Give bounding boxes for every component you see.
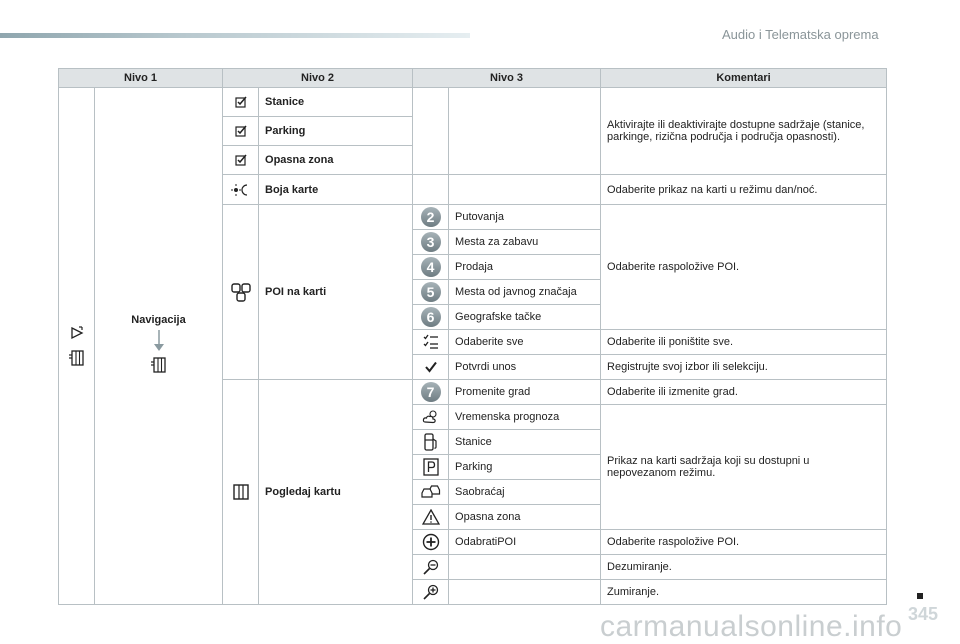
checkbox-icon-stanice bbox=[223, 88, 259, 117]
saobracaj-label: Saobraćaj bbox=[449, 480, 601, 505]
menu-table bbox=[58, 68, 887, 605]
boja-karte-label: Boja karte bbox=[259, 175, 413, 205]
number-badge: 4 bbox=[413, 255, 449, 280]
vremenska-prognoza-label: Vremenska prognoza bbox=[449, 405, 601, 430]
header-accent-bar bbox=[0, 33, 470, 38]
parking-label: Parking bbox=[449, 455, 601, 480]
stanice-label: Stanice bbox=[449, 430, 601, 455]
page-number: 345 bbox=[908, 604, 939, 624]
poi-item-geografske-tacke: Geografske tačke bbox=[449, 305, 601, 330]
weather-icon bbox=[413, 405, 449, 430]
empty-cell bbox=[449, 88, 601, 175]
number-badge: 3 bbox=[413, 230, 449, 255]
navigation-arrow-icon bbox=[65, 325, 88, 341]
comment-zumiranje: Zumiranje. bbox=[601, 580, 887, 605]
potvrdi-unos-label: Potvrdi unos bbox=[449, 355, 601, 380]
comment-odabrati-poi: Odaberite raspoložive POI. bbox=[601, 530, 887, 555]
promenite-grad-label: Promenite grad bbox=[449, 380, 601, 405]
odabrati-poi-label: OdabratiPOI bbox=[449, 530, 601, 555]
comment-layers: Aktivirajte ili deaktivirajte dostupne sadržaje (stanice, parkinge, rizična područja i područja opasnosti). bbox=[601, 88, 887, 175]
checkbox-icon-opasna-zona bbox=[223, 146, 259, 175]
fuel-station-icon bbox=[413, 430, 449, 455]
zoom-out-icon bbox=[413, 555, 449, 580]
day-night-icon bbox=[223, 175, 259, 205]
level2-navigacija-cell bbox=[95, 88, 223, 605]
odaberite-sve-label: Odaberite sve bbox=[449, 330, 601, 355]
poi-item-putovanja: Putovanja bbox=[449, 205, 601, 230]
poi-item-prodaja: Prodaja bbox=[449, 255, 601, 280]
checkbox-icon-parking bbox=[223, 117, 259, 146]
page-marker bbox=[917, 593, 923, 599]
poi-item-mesta-od-javnog-znacaja: Mesta od javnog značaja bbox=[449, 280, 601, 305]
comment-offline: Prikaz na karti sadržaja koji su dostupni u nepovezanom režimu. bbox=[601, 405, 887, 530]
empty-cell bbox=[449, 580, 601, 605]
opasna-zona-label: Opasna zona bbox=[259, 146, 413, 175]
table-row bbox=[59, 88, 887, 117]
comment-dezumiranje: Dezumiranje. bbox=[601, 555, 887, 580]
map-view-icon bbox=[223, 380, 259, 605]
comment-grad: Odaberite ili izmenite grad. bbox=[601, 380, 887, 405]
navigacija-label: Navigacija bbox=[131, 314, 186, 326]
number-badge: 7 bbox=[413, 380, 449, 405]
map-menu-icon bbox=[150, 356, 168, 374]
level1-icons-cell bbox=[59, 88, 95, 605]
traffic-icon bbox=[413, 480, 449, 505]
zoom-in-icon bbox=[413, 580, 449, 605]
poi-icon bbox=[223, 205, 259, 380]
empty-cell bbox=[449, 175, 601, 205]
watermark: carmanualsonline.info bbox=[600, 610, 903, 643]
number-badge: 6 bbox=[413, 305, 449, 330]
checkmark-icon bbox=[413, 355, 449, 380]
comment-potvrdi: Registrujte svoj izbor ili selekciju. bbox=[601, 355, 887, 380]
number-badge: 5 bbox=[413, 280, 449, 305]
poi-item-mesta-za-zabavu: Mesta za zabavu bbox=[449, 230, 601, 255]
select-all-icon bbox=[413, 330, 449, 355]
parking-icon bbox=[413, 455, 449, 480]
header-nivo-3: Nivo 3 bbox=[413, 69, 601, 88]
comment-odaberite-sve: Odaberite ili poništite sve. bbox=[601, 330, 887, 355]
header-nivo-1: Nivo 1 bbox=[59, 69, 223, 88]
add-poi-icon bbox=[413, 530, 449, 555]
table-header-row bbox=[59, 69, 887, 88]
comment-boja: Odaberite prikaz na karti u režimu dan/noć. bbox=[601, 175, 887, 205]
comment-poi: Odaberite raspoložive POI. bbox=[601, 205, 887, 330]
map-menu-icon bbox=[65, 349, 88, 367]
empty-cell bbox=[413, 175, 449, 205]
header-komentari: Komentari bbox=[601, 69, 887, 88]
header-nivo-2: Nivo 2 bbox=[223, 69, 413, 88]
parking-label: Parking bbox=[259, 117, 413, 146]
opasna-zona-label: Opasna zona bbox=[449, 505, 601, 530]
number-badge: 2 bbox=[413, 205, 449, 230]
stanice-label: Stanice bbox=[259, 88, 413, 117]
empty-cell bbox=[413, 88, 449, 175]
poi-na-karti-label: POI na karti bbox=[259, 205, 413, 380]
empty-cell bbox=[449, 555, 601, 580]
section-title: Audio i Telematska oprema bbox=[722, 27, 879, 42]
arrow-down-icon bbox=[153, 330, 165, 352]
pogledaj-kartu-label: Pogledaj kartu bbox=[259, 380, 413, 605]
warning-icon bbox=[413, 505, 449, 530]
